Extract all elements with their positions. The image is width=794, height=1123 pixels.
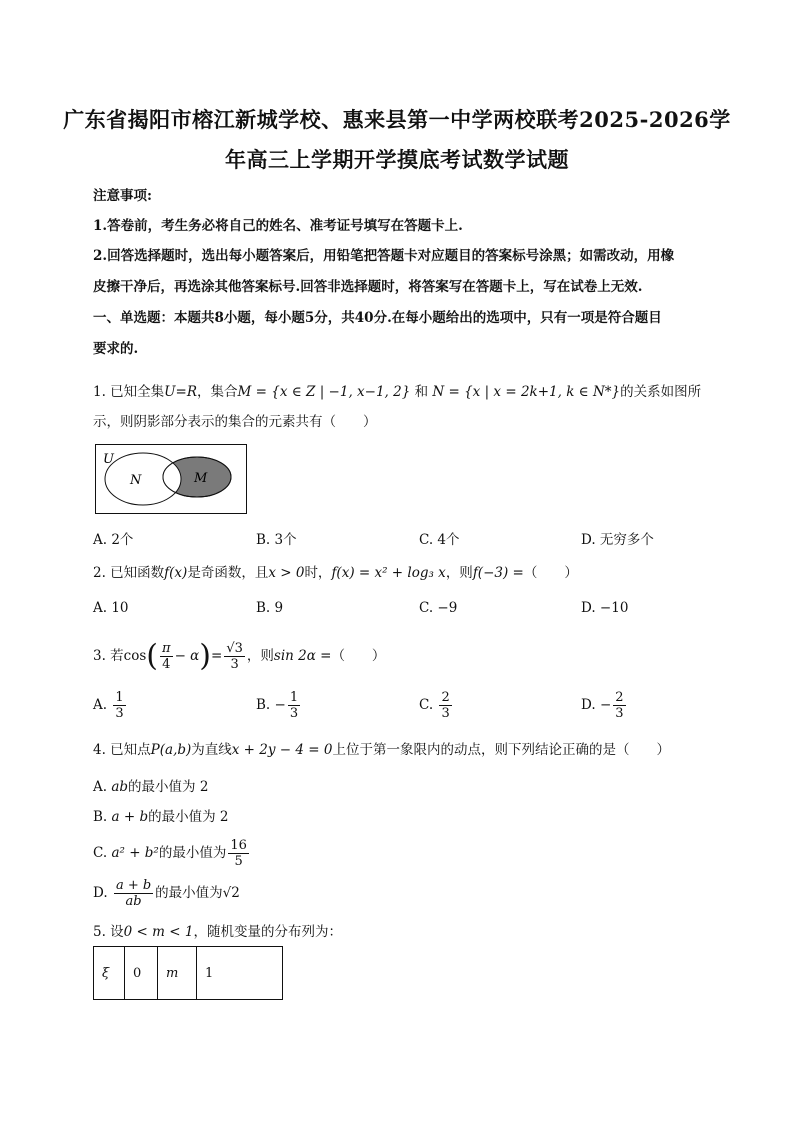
- q2-text: ，则: [445, 565, 473, 581]
- option-text: 的最小值为 2: [148, 809, 229, 825]
- q1-option-a: A. 2个: [93, 532, 134, 548]
- q2-text: （ ）: [523, 565, 578, 581]
- q4-stem: [93, 740, 670, 760]
- q3-option-c: [419, 690, 454, 721]
- venn-diagram: [95, 444, 247, 514]
- option-value: √2: [222, 885, 240, 901]
- q3-fraction-pi: [160, 641, 173, 672]
- q3-option-b: [256, 690, 302, 721]
- q1-set-m: M = {x ∈ Z | −1, x−1, 2}: [237, 384, 411, 400]
- table-cell: ξ: [94, 947, 125, 1000]
- q4-point: P(a,b): [150, 742, 192, 758]
- q5-condition: 0 < m < 1: [123, 924, 194, 940]
- option-num: 1: [115, 690, 124, 705]
- q2-condition: x > 0: [268, 565, 305, 581]
- venn-label-m: M: [194, 471, 208, 486]
- option-math: a + b: [111, 809, 149, 825]
- option-label: D.: [93, 885, 112, 901]
- q2-definition: f(x) = x² + log₃ x: [331, 565, 446, 581]
- venn-label-n: N: [130, 473, 142, 488]
- option-label: D.: [581, 697, 596, 713]
- q2-stem: [93, 563, 578, 583]
- option-den: 3: [615, 706, 624, 721]
- q3-three: 3: [230, 657, 239, 672]
- option-den: 3: [441, 706, 450, 721]
- q4-text: 上位于第一象限内的动点，则下列结论正确的是（ ）: [332, 742, 670, 758]
- q3-pi: π: [162, 641, 171, 656]
- q1-option-d: D. 无穷多个: [581, 532, 654, 548]
- venn-label-u: U: [103, 452, 114, 467]
- q1-set-n: N = {x | x = 2k+1, k ∈ N*}: [432, 384, 621, 400]
- q1-prefix: 1. 已知全集: [93, 384, 165, 400]
- q1-option-c: C. 4个: [419, 532, 460, 548]
- q3-option-a: [93, 690, 128, 721]
- option-fraction: [114, 878, 153, 909]
- q2-text: 是奇函数，且: [187, 565, 269, 581]
- option-num: 2: [441, 690, 450, 705]
- q3-option-d: [581, 690, 628, 721]
- option-den: 3: [115, 706, 124, 721]
- option-fraction: [439, 690, 451, 721]
- option-fraction: [113, 690, 125, 721]
- q3-alpha: − α: [174, 648, 200, 664]
- option-text: 的最小值为 2: [128, 779, 209, 795]
- q2-option-d: D. −10: [581, 600, 629, 616]
- option-num: 2: [615, 690, 624, 705]
- q3-four: 4: [162, 657, 171, 672]
- q1-universal-set: U=R: [164, 384, 198, 400]
- exam-title-line2: 年高三上学期开学摸底考试数学试题: [225, 147, 569, 172]
- q5-stem: [93, 922, 342, 942]
- option-num: a + b: [115, 878, 152, 893]
- q1-stem: [93, 382, 701, 402]
- notice-item-1: 1.答卷前，考生务必将自己的姓名、准考证号填写在答题卡上.: [93, 218, 463, 234]
- option-label: B.: [256, 697, 271, 713]
- option-fraction: [228, 838, 249, 869]
- q3-fraction-sqrt: [224, 641, 245, 672]
- option-label: A.: [93, 697, 108, 713]
- q3-close-paren: ): [199, 638, 212, 674]
- q2-option-b: B. 9: [256, 600, 284, 616]
- q3-text: ，则: [246, 648, 274, 664]
- q3-sin: sin 2α =: [273, 648, 332, 664]
- option-den: 5: [234, 854, 243, 869]
- option-num: 1: [289, 690, 299, 705]
- q3-cos: cos: [123, 648, 147, 664]
- option-fraction: [613, 690, 625, 721]
- option-math: a² + b²: [111, 845, 159, 861]
- table-cell: 1: [197, 947, 283, 1000]
- option-text: 的最小值为: [158, 845, 227, 861]
- option-den: 3: [289, 706, 299, 721]
- q1-text: 和: [410, 384, 433, 400]
- q4-option-a: [93, 777, 208, 797]
- distribution-table: [93, 946, 283, 1000]
- notice-item-2b: 皮擦干净后，再选涂其他答案标号.回答非选择题时，将答案写在答题卡上，写在试卷上无效.: [93, 279, 643, 295]
- option-text: 的最小值为: [155, 885, 223, 901]
- option-math: ab: [111, 779, 129, 795]
- q4-option-c: [93, 835, 251, 871]
- option-label: C.: [93, 845, 112, 861]
- q2-ask: f(−3) =: [472, 565, 524, 581]
- section1-heading: 一、单选题：本题共8小题，每小题5分，共40分.在每小题给出的选项中，只有一项是符合题目: [93, 310, 662, 326]
- q3-equals: =: [211, 648, 223, 664]
- q3-open-paren: (: [146, 638, 159, 674]
- option-den: ab: [125, 894, 142, 909]
- q4-prefix: 4. 已知点: [93, 742, 151, 758]
- q2-prefix: 2. 已知函数: [93, 565, 165, 581]
- option-sign: −: [599, 697, 612, 713]
- option-sign: −: [274, 697, 286, 713]
- q4-text: 为直线: [191, 742, 232, 758]
- option-label: A.: [93, 779, 112, 795]
- q1-text: ，集合: [197, 384, 238, 400]
- q5-prefix: 5. 设: [93, 924, 124, 940]
- q2-option-c: C. −9: [419, 600, 458, 616]
- table-row: [94, 947, 283, 1000]
- q3-text: （ ）: [331, 648, 386, 664]
- q3-prefix: 3. 若: [93, 648, 124, 664]
- q1-option-b: B. 3个: [256, 532, 297, 548]
- section1-heading-2: 要求的.: [93, 341, 139, 357]
- q4-line: x + 2y − 4 = 0: [231, 742, 333, 758]
- notice-item-2a: 2.回答选择题时，选出每小题答案后，用铅笔把答题卡对应题目的答案标号涂黑；如需改动，用橡: [93, 248, 675, 264]
- exam-title-line1: 广东省揭阳市榕江新城学校、惠来县第一中学两校联考2025-2026学: [63, 107, 731, 132]
- option-num: 16: [230, 838, 247, 853]
- option-fraction: [288, 690, 300, 721]
- notice-heading: 注意事项:: [93, 188, 152, 204]
- q2-function: f(x): [164, 565, 188, 581]
- q3-stem: [93, 638, 385, 674]
- table-cell: 0: [125, 947, 158, 1000]
- q4-option-b: [93, 807, 229, 827]
- table-cell: m: [158, 947, 197, 1000]
- option-label: C.: [419, 697, 434, 713]
- q1-text: 的关系如图所: [620, 384, 702, 400]
- option-label: B.: [93, 809, 112, 825]
- q4-option-d: [93, 875, 240, 911]
- q2-option-a: A. 10: [93, 600, 129, 616]
- q1-stem-2: 示，则阴影部分表示的集合的元素共有（ ）: [93, 414, 377, 430]
- q5-text: ，随机变量的分布列为：: [193, 924, 342, 940]
- q2-text: 时，: [304, 565, 332, 581]
- q3-sqrt3: √3: [226, 641, 243, 656]
